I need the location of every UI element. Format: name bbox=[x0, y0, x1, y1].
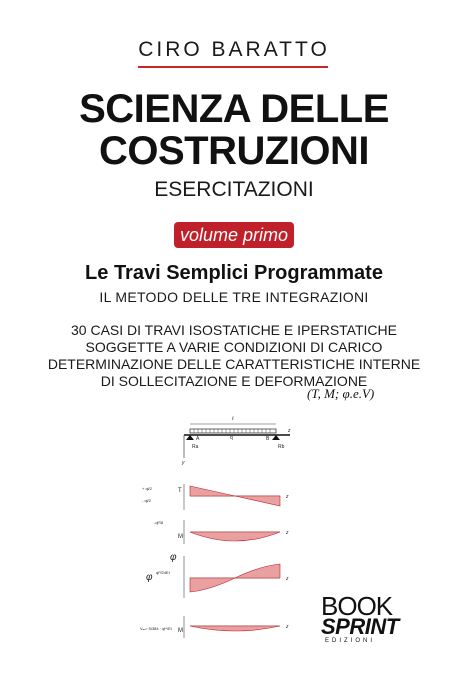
subtitle: ESERCITAZIONI bbox=[154, 178, 314, 201]
moment-z-label: z bbox=[286, 530, 289, 536]
moment-label: M bbox=[178, 534, 183, 540]
shear-positive-area bbox=[190, 486, 235, 496]
title-line-1: SCIENZA DELLE bbox=[79, 87, 389, 131]
publisher-logo bbox=[321, 591, 399, 650]
author-divider bbox=[138, 66, 328, 68]
moment-value: -ql²/8 bbox=[154, 520, 164, 525]
title-line-2: COSTRUZIONI bbox=[98, 129, 370, 173]
publisher-logo-edizioni: EDIZIONI bbox=[325, 638, 376, 644]
axis-z-label: z bbox=[288, 428, 291, 434]
method-subheading: IL METODO DELLE TRE INTEGRAZIONI bbox=[99, 289, 369, 305]
characteristics-formula: (T, M; φ.e.V) bbox=[307, 386, 375, 401]
distributed-load bbox=[190, 429, 276, 433]
rotation-label-left: φ bbox=[146, 572, 153, 583]
deflection-z-label: z bbox=[286, 624, 289, 630]
deflection-label: M bbox=[178, 628, 183, 634]
rotation-value: ql³/24EI bbox=[156, 570, 170, 575]
load-arrows bbox=[194, 429, 270, 433]
moment-area bbox=[190, 532, 280, 541]
description-line-3: DETERMINAZIONE DELLE CARATTERISTICHE INTERNE bbox=[47, 356, 421, 372]
support-b bbox=[272, 435, 280, 440]
volume-badge: volume primo bbox=[174, 222, 294, 248]
deflection-area bbox=[190, 626, 280, 631]
beam-length-label: ℓ bbox=[232, 416, 234, 422]
description-line-1: 30 CASI DI TRAVI ISOSTATICHE E IPERSTATICHE bbox=[71, 322, 397, 338]
shear-right-value: - ql/2 bbox=[142, 498, 151, 503]
shear-negative-area bbox=[235, 496, 280, 506]
shear-left-value: + ql/2 bbox=[142, 486, 152, 491]
shear-label: T bbox=[178, 488, 182, 494]
description-line-4: DI SOLLECITAZIONE E DEFORMAZIONE bbox=[100, 373, 368, 389]
beam-diagram bbox=[140, 408, 310, 643]
axis-y-label: y bbox=[182, 460, 185, 466]
reaction-a-label: Ra bbox=[192, 444, 199, 450]
support-a bbox=[186, 435, 194, 440]
rotation-z-label: z bbox=[286, 576, 289, 582]
book-heading: Le Travi Semplici Programmate bbox=[85, 262, 383, 284]
description-line-2: SOGGETTE A VARIE CONDIZIONI DI CARICO bbox=[85, 339, 383, 355]
rotation-label: φ bbox=[170, 552, 177, 563]
publisher-logo-book: BOOK bbox=[321, 591, 393, 621]
publisher-logo-sprint: SPRINT bbox=[321, 614, 399, 639]
load-label: q bbox=[230, 435, 233, 441]
reaction-b-label: Rb bbox=[278, 444, 285, 450]
deflection-formula: Vₘ= 5/384 · ql⁴/EI bbox=[140, 626, 172, 631]
support-b-label: B bbox=[266, 436, 270, 442]
rotation-negative-area bbox=[190, 578, 235, 592]
rotation-positive-area bbox=[235, 564, 280, 578]
shear-z-label: z bbox=[286, 494, 289, 500]
support-a-label: A bbox=[196, 436, 200, 442]
author-name: CIRO BARATTO bbox=[138, 38, 330, 61]
